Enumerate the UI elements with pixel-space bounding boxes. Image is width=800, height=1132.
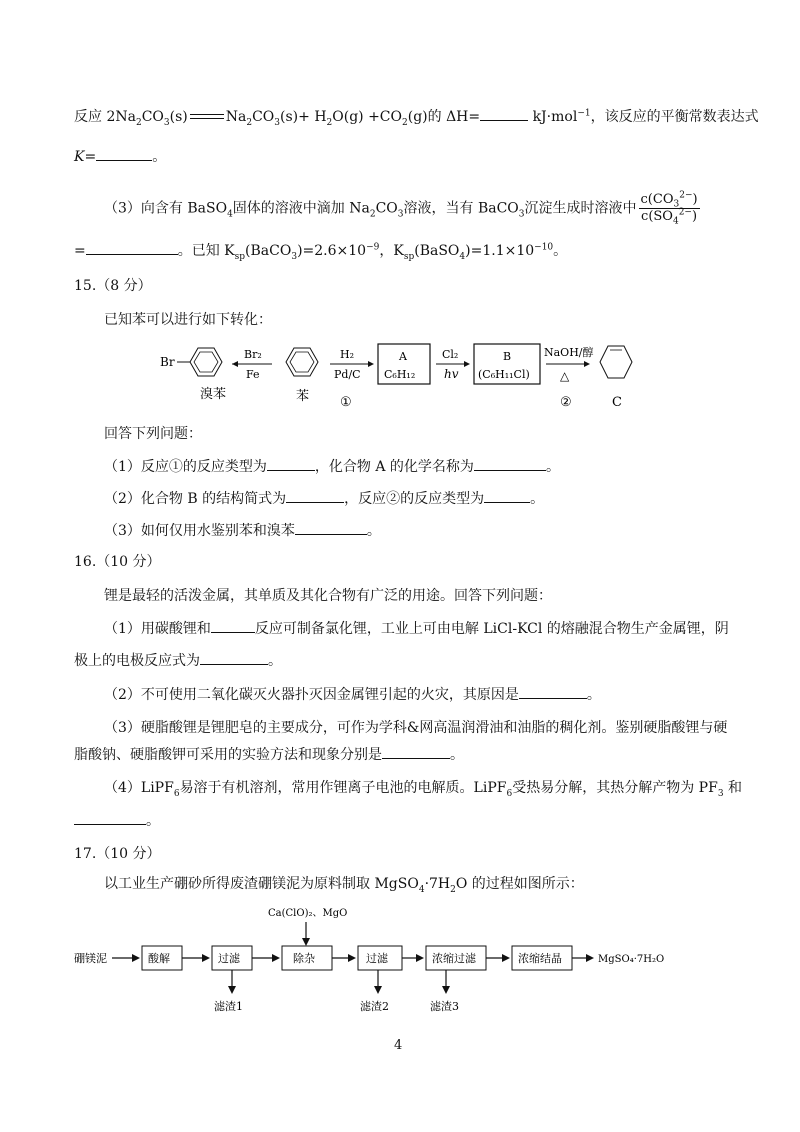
r2-bottom: Pd/C — [334, 368, 361, 381]
final-product: MgSO₄·7H₂O — [598, 954, 665, 965]
r1-bottom: Fe — [246, 368, 260, 381]
process-flow-diagram — [74, 904, 694, 1016]
q14-k-line: K= 。 — [74, 146, 166, 167]
q16-part1-cont: 极上的电极反应式为 。 — [74, 650, 282, 671]
q15-part2: （2）化合物 B 的结构简式为 ，反应②的反应类型为 。 — [104, 488, 544, 509]
r4-bottom: △ — [560, 369, 570, 383]
residue-3: 滤渣3 — [430, 1000, 459, 1013]
q16-part3: （3）硬脂酸锂是锂肥皂的主要成分，可作为学科&网高温润滑油和油脂的稠化剂。鉴别硬脂酸锂与硬 — [104, 720, 728, 736]
answer-blank[interactable] — [484, 488, 530, 503]
residue-2: 滤渣2 — [360, 1000, 389, 1013]
r3-bottom: hv — [444, 367, 459, 381]
answer-blank[interactable] — [286, 488, 344, 503]
answer-blank[interactable] — [474, 456, 546, 471]
box-a-bottom: C₆H₁₂ — [384, 368, 416, 381]
residue-1: 滤渣1 — [214, 1000, 243, 1013]
reagent-label: Ca(ClO)₂、MgO — [268, 908, 348, 919]
cyclohexene-ring — [600, 346, 632, 378]
q16-part2: （2）不可使用二氧化碳灭火器扑灭因金属锂引起的火灾，其原因是 。 — [104, 684, 601, 705]
box-a-top: A — [399, 350, 407, 363]
q14-ksp-line: = 。已知 $K_{sp}(BaCO_3)=2.6\times 10^{-9}$，$K_{sp}(BaSO_4)=1.1\times 10^{-10}$。 — [74, 240, 567, 261]
benzene-label: 苯 — [296, 389, 310, 404]
q16-intro: 锂是最轻的活泼金属，其单质及其化合物有广泛的用途。回答下列问题： — [104, 588, 552, 604]
page-number: 4 — [394, 1038, 403, 1053]
answer-blank[interactable] — [382, 744, 450, 759]
answer-blank[interactable] — [200, 650, 268, 665]
q14-part3-line: （3）向含有 BaSO$_4$固体的溶液中滴加 $Na_2CO_3$溶液，当有 BaCO$_3$沉淀生成时溶液中 $\frac{c(CO_3^{2-})}{c(SO_4^{2-})}$ — [104, 190, 698, 227]
step-filter1: 过滤 — [218, 952, 240, 965]
answer-blank[interactable] — [267, 456, 315, 471]
q15-answer-intro: 回答下列问题： — [104, 426, 202, 442]
step-crystallize: 浓缩结晶 — [518, 952, 562, 965]
q16-number: 16.（10 分） — [74, 554, 161, 570]
q16-part4-cont: 。 — [74, 810, 160, 831]
q16-part1: （1）用碳酸锂和 反应可制备氯化锂，工业上可由电解 LiCl-KCl 的熔融混合物生产金属锂，阴 — [104, 618, 729, 639]
q17-number: 17.（10 分） — [74, 846, 161, 862]
step-acid: 酸解 — [148, 952, 170, 965]
r3-top: Cl₂ — [442, 348, 459, 361]
answer-blank[interactable] — [519, 684, 587, 699]
box-b-bottom: (C₆H₁₁Cl) — [478, 368, 530, 381]
r1-top: Br₂ — [244, 348, 262, 361]
answer-blank[interactable] — [480, 106, 528, 121]
answer-blank[interactable] — [96, 146, 152, 161]
bromobenzene-label: 溴苯 — [200, 387, 227, 402]
benzene-conversion-diagram — [160, 338, 660, 418]
answer-blank[interactable] — [295, 520, 367, 535]
r2-mark: ① — [340, 395, 352, 410]
q17-intro: 以工业生产硼砂所得废渣硼镁泥为原料制取 $MgSO_4\cdot 7H_2O$ 的过程如图所示： — [104, 876, 584, 895]
q15-intro: 已知苯可以进行如下转化： — [104, 312, 272, 328]
concentration-ratio: $\frac{c(CO_3^{2-})}{c(SO_4^{2-})}$ — [640, 190, 698, 227]
step-purify: 除杂 — [293, 952, 315, 965]
product-c-label: C — [612, 395, 622, 410]
box-b-top: B — [503, 350, 512, 363]
q15-part1: （1）反应①的反应类型为 ，化合物 A 的化学名称为 。 — [104, 456, 560, 477]
q15-part3: （3）如何仅用水鉴别苯和溴苯 。 — [104, 520, 381, 541]
q15-number: 15.（8 分） — [74, 278, 152, 294]
q14-reaction-line: 反应 $2Na_2CO_3(s)$ $Na_2CO_3(s)+ H_2O(g) +CO_2(g)$的 ΔH= kJ·mol$^{-1}$，该反应的平衡常数表达式 — [74, 106, 759, 127]
start-material: 硼镁泥 — [74, 952, 107, 965]
br-label: Br — [160, 355, 175, 369]
answer-blank[interactable] — [86, 240, 178, 255]
r4-top: NaOH/醇 — [544, 346, 594, 359]
q16-part4: （4）LiPF$_6$易溶于有机溶剂，常用作锂离子电池的电解质。LiPF$_6$受热易分解，其热分解产物为 $PF_3$ 和 — [104, 780, 742, 799]
answer-blank[interactable] — [211, 618, 255, 633]
answer-blank[interactable] — [74, 810, 146, 825]
r4-mark: ② — [560, 395, 572, 410]
equilibrium-arrow — [190, 113, 224, 121]
step-conc-filter: 浓缩过滤 — [432, 952, 476, 965]
step-filter2: 过滤 — [366, 952, 388, 965]
q16-part3-cont: 脂酸钠、硬脂酸钾可采用的实验方法和现象分别是 。 — [74, 744, 464, 765]
r2-top: H₂ — [340, 348, 355, 361]
